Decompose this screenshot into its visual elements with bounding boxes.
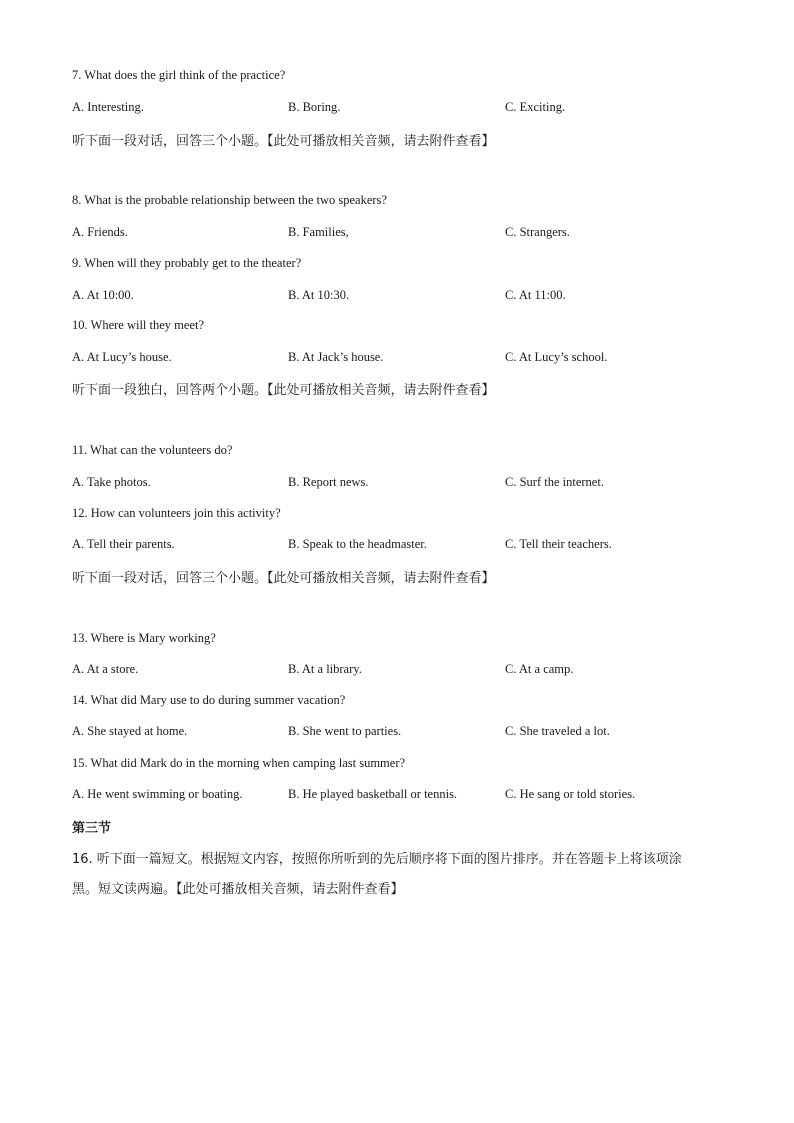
q13-option-b: B. At a library. <box>288 662 362 676</box>
q13-option-a: A. At a store. <box>72 662 139 676</box>
q9-option-a: A. At 10:00. <box>72 288 134 302</box>
q15-option-b: B. He played basketball or tennis. <box>288 787 458 801</box>
q15-option-c: C. He sang or told stories. <box>505 787 636 801</box>
question-9: 9. When will they probably get to the theater? <box>72 256 302 270</box>
q7-option-c: C. Exciting. <box>505 100 566 114</box>
question-7: 7. What does the girl think of the practice? <box>72 68 286 82</box>
q10-option-b: B. At Jack’s house. <box>288 350 384 364</box>
q15-option-a: A. He went swimming or boating. <box>72 787 243 801</box>
q7-option-b: B. Boring. <box>288 100 341 114</box>
q12-option-c: C. Tell their teachers. <box>505 537 612 551</box>
q9-option-c: C. At 11:00. <box>505 288 566 302</box>
q8-option-b: B. Families, <box>288 225 349 239</box>
question-13: 13. Where is Mary working? <box>72 631 216 645</box>
q11-option-a: A. Take photos. <box>72 475 151 489</box>
q12-option-b: B. Speak to the headmaster. <box>288 537 427 551</box>
q8-option-a: A. Friends. <box>72 225 128 239</box>
q14-option-c: C. She traveled a lot. <box>505 724 610 738</box>
q8-option-c: C. Strangers. <box>505 225 570 239</box>
listening-instruction: 听下面一段独白，回答两个小题。【此处可播放相关音频，请去附件查看】 <box>72 383 495 398</box>
question-15: 15. What did Mark do in the morning when camping last summer? <box>72 756 406 770</box>
q14-option-a: A. She stayed at home. <box>72 724 188 738</box>
question-12: 12. How can volunteers join this activity? <box>72 506 281 520</box>
q10-option-c: C. At Lucy’s school. <box>505 350 608 364</box>
question-11: 11. What can the volunteers do? <box>72 443 233 457</box>
question-16-line-2: 黑。短文读两遍。【此处可播放相关音频，请去附件查看】 <box>72 882 404 897</box>
question-16-line-1: 16. 听下面一篇短文。根据短文内容，按照你所听到的先后顺序将下面的图片排序。并在答题卡上将该项涂 <box>72 852 682 867</box>
q11-option-c: C. Surf the internet. <box>505 475 604 489</box>
q12-option-a: A. Tell their parents. <box>72 537 175 551</box>
q13-option-c: C. At a camp. <box>505 662 574 676</box>
section-heading: 第三节 <box>72 821 112 836</box>
q14-option-b: B. She went to parties. <box>288 724 402 738</box>
q10-option-a: A. At Lucy’s house. <box>72 350 172 364</box>
question-14: 14. What did Mary use to do during summer vacation? <box>72 693 346 707</box>
question-10: 10. Where will they meet? <box>72 318 205 332</box>
q9-option-b: B. At 10:30. <box>288 288 350 302</box>
q7-option-a: A. Interesting. <box>72 100 144 114</box>
question-8: 8. What is the probable relationship between the two speakers? <box>72 193 387 207</box>
listening-instruction: 听下面一段对话，回答三个小题。【此处可播放相关音频，请去附件查看】 <box>72 571 495 586</box>
listening-instruction: 听下面一段对话，回答三个小题。【此处可播放相关音频，请去附件查看】 <box>72 134 495 149</box>
q11-option-b: B. Report news. <box>288 475 369 489</box>
